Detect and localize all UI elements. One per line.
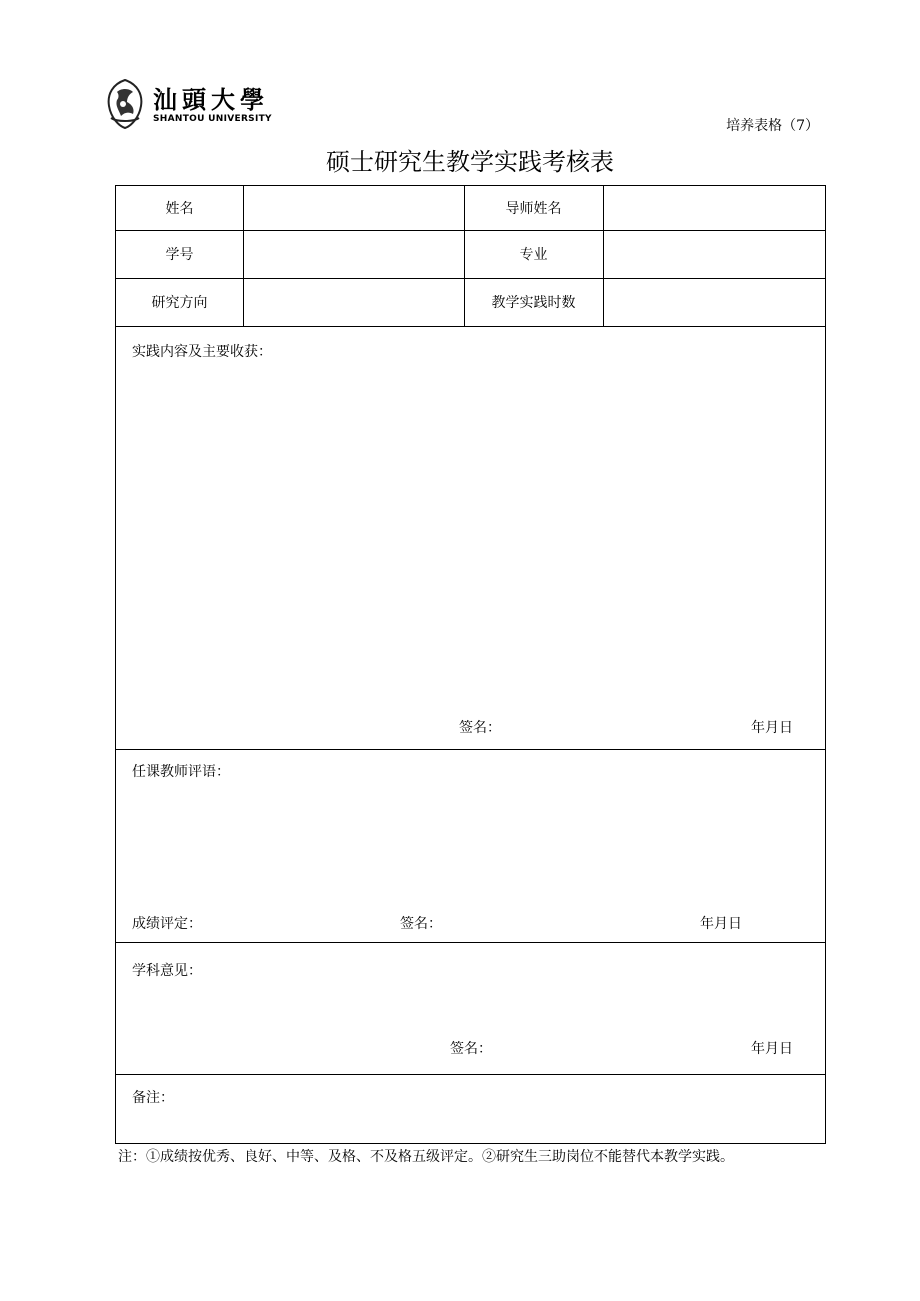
discipline-opinion-heading: 学科意见： bbox=[132, 963, 202, 979]
discipline-date-label: 年月日 bbox=[751, 1041, 793, 1057]
practice-content-area[interactable] bbox=[117, 327, 824, 748]
university-seal-icon bbox=[103, 78, 147, 130]
name-field[interactable] bbox=[244, 187, 463, 229]
form-code: 培养表格（7） bbox=[726, 118, 819, 134]
university-logo bbox=[103, 78, 273, 132]
student-id-label: 学号 bbox=[165, 247, 194, 263]
teaching-hours-label: 教学实践时数 bbox=[491, 295, 576, 311]
student-id-field[interactable] bbox=[244, 231, 463, 277]
remarks-heading: 备注： bbox=[132, 1090, 174, 1106]
grade-label: 成绩评定： bbox=[132, 916, 202, 932]
name-label: 姓名 bbox=[165, 201, 194, 217]
document-title: 硕士研究生教学实践考核表 bbox=[326, 148, 614, 176]
teacher-signature-label: 签名： bbox=[400, 916, 442, 932]
footnote: 注：①成绩按优秀、良好、中等、及格、不及格五级评定。②研究生三助岗位不能替代本教学实践。 bbox=[118, 1149, 734, 1165]
teacher-date-label: 年月日 bbox=[700, 916, 742, 932]
practice-content-heading: 实践内容及主要收获： bbox=[132, 344, 272, 360]
logo-chinese-name: 汕頭大學 bbox=[153, 85, 269, 114]
research-direction-field[interactable] bbox=[244, 279, 463, 325]
remarks-area[interactable] bbox=[117, 1075, 824, 1143]
practice-date-label: 年月日 bbox=[751, 720, 793, 736]
research-direction-label: 研究方向 bbox=[151, 295, 208, 311]
logo-english-name: SHANTOU UNIVERSITY bbox=[153, 114, 272, 124]
major-label: 专业 bbox=[519, 247, 548, 263]
assessment-form bbox=[115, 185, 826, 1144]
discipline-signature-label: 签名： bbox=[450, 1041, 492, 1057]
advisor-name-label: 导师姓名 bbox=[505, 201, 562, 217]
teacher-comments-heading: 任课教师评语： bbox=[132, 764, 230, 780]
practice-signature-label: 签名： bbox=[459, 720, 501, 736]
teaching-hours-field[interactable] bbox=[604, 279, 825, 325]
major-field[interactable] bbox=[604, 231, 825, 277]
advisor-name-field[interactable] bbox=[604, 187, 825, 229]
